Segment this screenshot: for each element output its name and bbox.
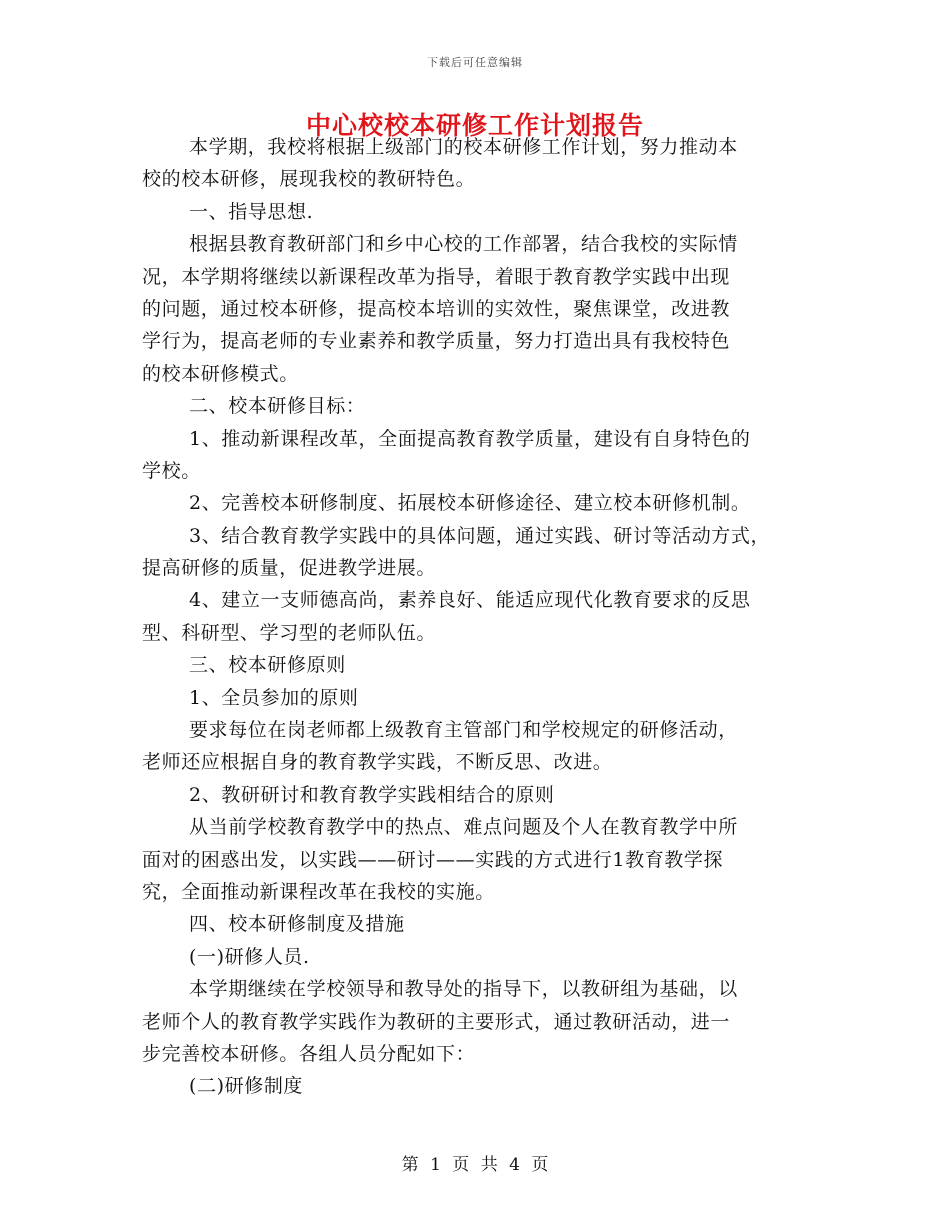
body-line: 从当前学校教育教学中的热点、难点问题及个人在教育教学中所 bbox=[189, 816, 738, 839]
body-line: 步完善校本研修。各组人员分配如下： bbox=[142, 1042, 476, 1065]
subsection-heading: 1、全员参加的原则 bbox=[189, 686, 359, 709]
body-line: 校的校本研修，展现我校的教研特色。 bbox=[142, 168, 476, 191]
body-line: 型、科研型、学习型的老师队伍。 bbox=[142, 621, 437, 644]
body-line: 学行为，提高老师的专业素养和教学质量，努力打造出具有我校特色 bbox=[142, 330, 731, 353]
body-line: 学校。 bbox=[142, 459, 201, 482]
body-line: 究，全面推动新课程改革在我校的实施。 bbox=[142, 880, 495, 903]
document-body bbox=[142, 131, 812, 1103]
section-heading: 二、校本研修目标： bbox=[189, 395, 366, 418]
body-line: 本学期继续在学校领导和教导处的指导下，以教研组为基础，以 bbox=[189, 978, 738, 1001]
body-line: 要求每位在岗老师都上级教育主管部门和学校规定的研修活动， bbox=[189, 719, 738, 742]
body-line: 面对的困惑出发，以实践——研讨——实践的方式进行1教育教学探 bbox=[142, 848, 724, 871]
body-line: 2、完善校本研修制度、拓展校本研修途径、建立校本研修机制。 bbox=[189, 492, 751, 515]
body-line: 4、建立一支师德高尚，素养良好、能适应现代化教育要求的反思 bbox=[189, 589, 751, 612]
subsection-heading: (二)研修制度 bbox=[189, 1075, 304, 1098]
body-line: 的问题，通过校本研修，提高校本培训的实效性，聚焦课堂，改进教 bbox=[142, 297, 731, 320]
body-line: 3、结合教育教学实践中的具体问题，通过实践、研讨等活动方式， bbox=[189, 524, 771, 547]
subsection-heading: (一)研修人员. bbox=[189, 945, 310, 968]
document-title: 中心校校本研修工作计划报告 bbox=[305, 111, 644, 140]
body-line: 1、推动新课程改革，全面提高教育教学质量，建设有自身特色的 bbox=[189, 427, 751, 450]
body-line: 提高研修的质量，促进教学进展。 bbox=[142, 557, 437, 580]
section-heading: 四、校本研修制度及措施 bbox=[189, 913, 405, 936]
header-note: 下载后可任意编辑 bbox=[427, 56, 523, 69]
body-line: 根据县教育教研部门和乡中心校的工作部署，结合我校的实际情 bbox=[189, 233, 738, 256]
section-heading: 三、校本研修原则 bbox=[189, 654, 346, 677]
page-footer: 第 1 页 共 4 页 bbox=[401, 1155, 549, 1175]
body-line: 老师个人的教育教学实践作为教研的主要形式，通过教研活动，进一 bbox=[142, 1010, 731, 1033]
body-line: 本学期，我校将根据上级部门的校本研修工作计划，努力推动本 bbox=[189, 136, 738, 158]
subsection-heading: 2、教研研讨和教育教学实践相结合的原则 bbox=[189, 783, 555, 806]
body-line: 况，本学期将继续以新课程改革为指导，着眼于教育教学实践中出现 bbox=[142, 265, 731, 288]
body-line: 的校本研修模式。 bbox=[142, 362, 299, 385]
section-heading: 一、指导思想. bbox=[189, 200, 314, 223]
body-line: 老师还应根据自身的教育教学实践，不断反思、改进。 bbox=[142, 751, 613, 774]
